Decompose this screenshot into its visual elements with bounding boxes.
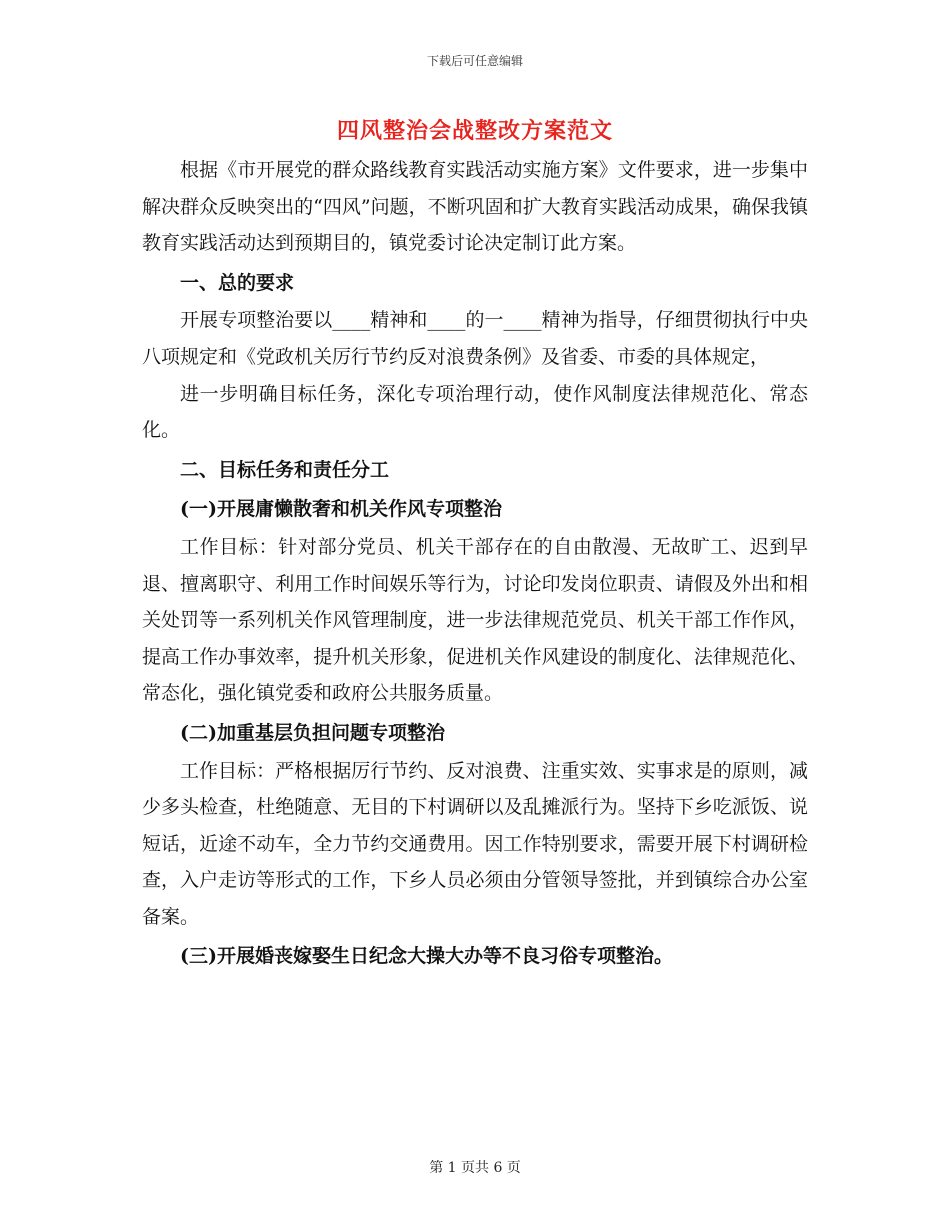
paragraph-1: 开展专项整治要以____精神和____的一____精神为指导，仔细贯彻执行中央八项规定和《党政机关厉行节约反对浪费条例》及省委、市委的具体规定， (142, 309, 808, 368)
document-body (142, 152, 808, 976)
section-heading-1: 一、总的要求 (180, 271, 295, 294)
subsection-heading-2: (二)加重基层负担问题专项整治 (180, 721, 445, 744)
section-heading-2: 二、目标任务和责任分工 (180, 458, 390, 481)
paragraph-intro: 根据《市开展党的群众路线教育实践活动实施方案》文件要求，进一步集中解决群众反映突出的“四风”问题，不断巩固和扩大教育实践活动成果，确保我镇教育实践活动达到预期目的，镇党委讨论决定制订此方案。 (142, 159, 808, 255)
subsection-heading-3: (三)开展婚丧嫁娶生日纪念大操大办等不良习俗专项整治。 (180, 945, 673, 968)
paragraph-3: 工作目标：针对部分党员、机关干部存在的自由散漫、无故旷工、迟到早退、擅离职守、利用工作时间娱乐等行为，讨论印发岗位职责、请假及外出和相关处罚等一系列机关作风管理制度，进一步法律规范党员、机关干部工作作风，提高工作办事效率，提升机关形象，促进机关作风建设的制度化、法律规范化、常态化，强化镇党委和政府公共服务质量。 (142, 535, 808, 705)
paragraph-2: 进一步明确目标任务，深化专项治理行动，使作风制度法律规范化、常态化。 (142, 382, 808, 442)
subsection-heading-1: (一)开展庸懒散奢和机关作风专项整治 (180, 498, 502, 521)
header-note: 下载后可任意编辑 (426, 54, 523, 68)
page-title: 四风整治会战整改方案范文 (336, 118, 613, 144)
paragraph-4: 工作目标：严格根据厉行节约、反对浪费、注重实效、实事求是的原则，减少多头检查，杜绝随意、无目的下村调研以及乱摊派行为。坚持下乡吃派饭、说短话，近途不动车，全力节约交通费用。因工作特别要求，需要开展下村调研检查，入户走访等形式的工作，下乡人员必须由分管领导签批，并到镇综合办公室备案。 (142, 759, 808, 928)
page-footer: 第 1 页共 6 页 (429, 1160, 521, 1176)
